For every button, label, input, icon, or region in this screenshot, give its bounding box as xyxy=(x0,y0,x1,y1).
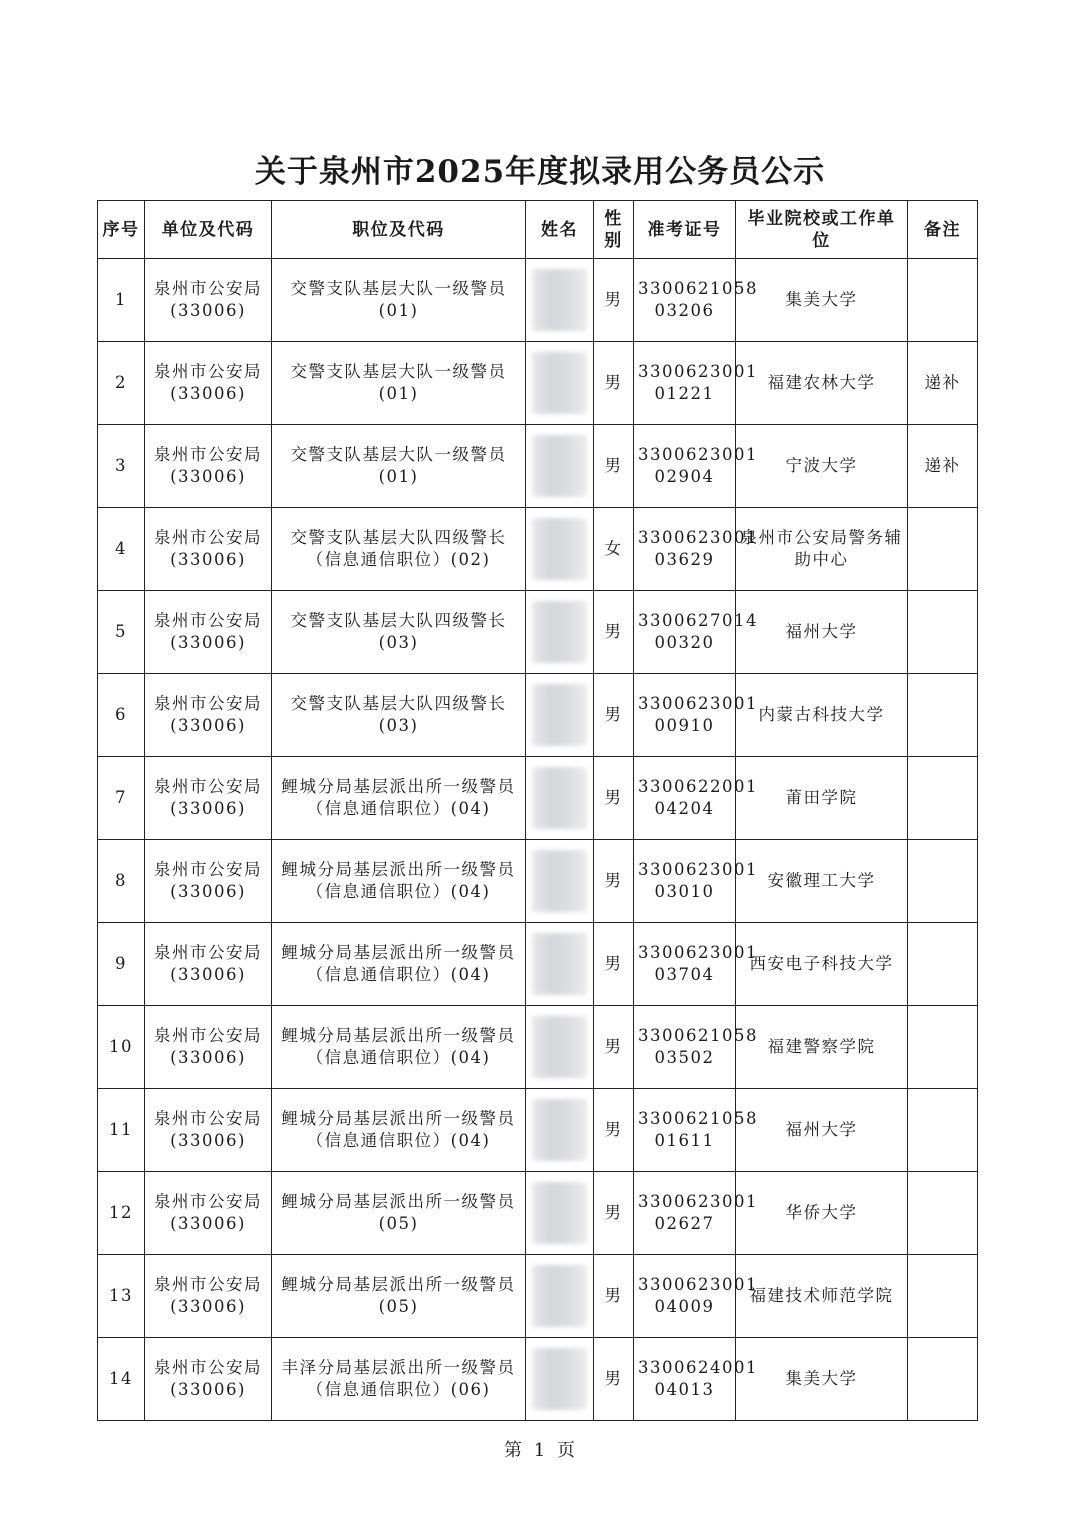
row-name-redacted xyxy=(526,840,594,923)
row-gender: 男 xyxy=(594,425,634,508)
position-name: 鲤城分局基层派出所一级警员 xyxy=(281,777,516,796)
row-seq: 14 xyxy=(98,1338,145,1421)
row-seq: 6 xyxy=(98,674,145,757)
exam-id-line2: 01611 xyxy=(654,1131,715,1150)
exam-id-line1: 3300623001 xyxy=(638,445,758,464)
position-name: 鲤城分局基层派出所一级警员 xyxy=(281,1275,516,1294)
unit-code: (33006) xyxy=(170,965,246,984)
table-header-row xyxy=(98,201,978,259)
row-seq: 9 xyxy=(98,923,145,1006)
exam-id-line1: 3300624001 xyxy=(638,1358,758,1377)
exam-id-line2: 03629 xyxy=(654,550,715,569)
row-position xyxy=(272,923,526,1006)
row-name-redacted xyxy=(526,1338,594,1421)
header-gender: 性别 xyxy=(594,201,634,259)
row-position xyxy=(272,757,526,840)
header-remark: 备注 xyxy=(908,201,978,259)
position-name: 交警支队基层大队一级警员 xyxy=(290,279,507,298)
exam-id-line1: 3300621058 xyxy=(638,1109,758,1128)
row-remark: 递补 xyxy=(908,425,978,508)
position-code: (01) xyxy=(378,384,419,403)
position-name: 鲤城分局基层派出所一级警员 xyxy=(281,1026,516,1045)
position-name: 鲤城分局基层派出所一级警员 xyxy=(281,1109,516,1128)
row-remark xyxy=(908,923,978,1006)
position-name: 鲤城分局基层派出所一级警员 xyxy=(281,1192,516,1211)
unit-name: 泉州市公安局 xyxy=(154,445,262,464)
row-exam-id xyxy=(634,674,758,757)
row-exam-id xyxy=(634,342,758,425)
table-row xyxy=(98,1089,978,1172)
exam-id-line1: 3300627014 xyxy=(638,611,758,630)
row-remark xyxy=(908,757,978,840)
header-school: 毕业院校或工作单位 xyxy=(736,201,908,259)
row-position xyxy=(272,342,526,425)
position-name: 交警支队基层大队四级警长 xyxy=(290,528,507,547)
footer-suffix: 页 xyxy=(556,1440,576,1461)
unit-code: (33006) xyxy=(170,1380,246,1399)
unit-code: (33006) xyxy=(170,1214,246,1233)
position-code: (05) xyxy=(378,1214,419,1233)
row-exam-id xyxy=(634,425,758,508)
row-exam-id xyxy=(634,591,758,674)
row-gender: 男 xyxy=(594,259,634,342)
row-exam-id xyxy=(634,1172,758,1255)
unit-code: (33006) xyxy=(170,467,246,486)
row-seq: 12 xyxy=(98,1172,145,1255)
row-remark xyxy=(908,591,978,674)
unit-name: 泉州市公安局 xyxy=(154,1026,262,1045)
row-remark xyxy=(908,508,978,591)
row-gender: 男 xyxy=(594,1006,634,1089)
redacted-name-blur xyxy=(532,601,587,663)
row-seq: 7 xyxy=(98,757,145,840)
exam-id-line1: 3300623001 xyxy=(638,694,758,713)
table-row xyxy=(98,342,978,425)
position-name: 交警支队基层大队四级警长 xyxy=(290,694,507,713)
table-row xyxy=(98,259,978,342)
table-row xyxy=(98,923,978,1006)
page-title: 关于泉州市2025年度拟录用公务员公示 xyxy=(254,154,826,190)
header-name: 姓名 xyxy=(526,201,594,259)
row-seq: 4 xyxy=(98,508,145,591)
page-footer xyxy=(0,1436,1080,1462)
row-gender: 男 xyxy=(594,1338,634,1421)
row-gender: 男 xyxy=(594,840,634,923)
redacted-name-blur xyxy=(532,767,587,829)
unit-name: 泉州市公安局 xyxy=(154,860,262,879)
row-name-redacted xyxy=(526,923,594,1006)
exam-id-line1: 3300623001 xyxy=(638,860,758,879)
row-seq: 11 xyxy=(98,1089,145,1172)
row-unit xyxy=(145,1089,272,1172)
unit-name: 泉州市公安局 xyxy=(154,1192,262,1211)
redacted-name-blur xyxy=(532,933,587,995)
row-name-redacted xyxy=(526,425,594,508)
row-school: 宁波大学 xyxy=(736,425,908,508)
row-position xyxy=(272,1006,526,1089)
position-code: (01) xyxy=(378,301,419,320)
row-school: 内蒙古科技大学 xyxy=(736,674,908,757)
exam-id-line1: 3300623001 xyxy=(638,528,758,547)
unit-name: 泉州市公安局 xyxy=(154,694,262,713)
position-name: 鲤城分局基层派出所一级警员 xyxy=(281,943,516,962)
position-name: 丰泽分局基层派出所一级警员 xyxy=(281,1358,516,1377)
exam-id-line2: 00910 xyxy=(654,716,715,735)
position-code: （信息通信职位）(04) xyxy=(306,882,491,901)
row-gender: 男 xyxy=(594,591,634,674)
row-gender: 男 xyxy=(594,342,634,425)
row-position xyxy=(272,1089,526,1172)
footer-prefix: 第 xyxy=(504,1440,524,1461)
exam-id-line1: 3300623001 xyxy=(638,362,758,381)
position-code: （信息通信职位）(04) xyxy=(306,1131,491,1150)
row-position xyxy=(272,674,526,757)
row-position xyxy=(272,425,526,508)
position-code: （信息通信职位）(06) xyxy=(306,1380,491,1399)
table-row xyxy=(98,425,978,508)
header-position: 职位及代码 xyxy=(272,201,526,259)
unit-code: (33006) xyxy=(170,550,246,569)
row-gender: 男 xyxy=(594,757,634,840)
row-position xyxy=(272,1338,526,1421)
exam-id-line2: 03704 xyxy=(654,965,715,984)
row-unit xyxy=(145,757,272,840)
row-school: 集美大学 xyxy=(736,259,908,342)
exam-id-line2: 04009 xyxy=(654,1297,715,1316)
position-code: （信息通信职位）(02) xyxy=(306,550,491,569)
unit-code: (33006) xyxy=(170,1297,246,1316)
exam-id-line2: 03206 xyxy=(654,301,715,320)
position-name: 交警支队基层大队一级警员 xyxy=(290,445,507,464)
table-row xyxy=(98,1006,978,1089)
row-school: 莆田学院 xyxy=(736,757,908,840)
unit-code: (33006) xyxy=(170,633,246,652)
row-exam-id xyxy=(634,757,758,840)
row-name-redacted xyxy=(526,1089,594,1172)
table-row xyxy=(98,840,978,923)
unit-code: (33006) xyxy=(170,1131,246,1150)
redacted-name-blur xyxy=(532,1265,587,1327)
exam-id-line2: 04204 xyxy=(654,799,715,818)
unit-name: 泉州市公安局 xyxy=(154,611,262,630)
row-exam-id xyxy=(634,508,758,591)
redacted-name-blur xyxy=(532,850,587,912)
row-school: 集美大学 xyxy=(736,1338,908,1421)
header-exam-id: 准考证号 xyxy=(634,201,736,259)
row-exam-id xyxy=(634,1255,758,1338)
row-unit xyxy=(145,425,272,508)
header-seq: 序号 xyxy=(98,201,145,259)
row-seq: 1 xyxy=(98,259,145,342)
row-name-redacted xyxy=(526,1255,594,1338)
row-name-redacted xyxy=(526,591,594,674)
table-row xyxy=(98,1255,978,1338)
row-name-redacted xyxy=(526,1006,594,1089)
redacted-name-blur xyxy=(532,352,587,414)
row-exam-id xyxy=(634,1089,758,1172)
unit-name: 泉州市公安局 xyxy=(154,1275,262,1294)
unit-name: 泉州市公安局 xyxy=(154,1358,262,1377)
row-remark xyxy=(908,674,978,757)
table-row xyxy=(98,1172,978,1255)
row-school: 安徽理工大学 xyxy=(736,840,908,923)
row-seq: 13 xyxy=(98,1255,145,1338)
row-exam-id xyxy=(634,1338,758,1421)
row-school: 华侨大学 xyxy=(736,1172,908,1255)
row-remark xyxy=(908,1172,978,1255)
table-row xyxy=(98,591,978,674)
unit-name: 泉州市公安局 xyxy=(154,1109,262,1128)
unit-code: (33006) xyxy=(170,384,246,403)
redacted-name-blur xyxy=(532,684,587,746)
position-code: (03) xyxy=(378,633,419,652)
exam-id-line2: 03010 xyxy=(654,882,715,901)
exam-id-line2: 02904 xyxy=(654,467,715,486)
row-name-redacted xyxy=(526,508,594,591)
position-code: (01) xyxy=(378,467,419,486)
position-code: (05) xyxy=(378,1297,419,1316)
redacted-name-blur xyxy=(532,435,587,497)
row-name-redacted xyxy=(526,259,594,342)
row-remark xyxy=(908,1338,978,1421)
row-unit xyxy=(145,1338,272,1421)
redacted-name-blur xyxy=(532,1182,587,1244)
row-unit xyxy=(145,1172,272,1255)
redacted-name-blur xyxy=(532,1099,587,1161)
row-remark xyxy=(908,1255,978,1338)
row-seq: 10 xyxy=(98,1006,145,1089)
candidate-table xyxy=(97,200,978,1421)
row-remark xyxy=(908,1089,978,1172)
unit-code: (33006) xyxy=(170,716,246,735)
row-unit xyxy=(145,508,272,591)
row-position xyxy=(272,840,526,923)
exam-id-line2: 04013 xyxy=(654,1380,715,1399)
redacted-name-blur xyxy=(532,1016,587,1078)
table-body xyxy=(98,259,978,1421)
row-school: 福建技术师范学院 xyxy=(736,1255,908,1338)
row-name-redacted xyxy=(526,674,594,757)
row-unit xyxy=(145,674,272,757)
unit-name: 泉州市公安局 xyxy=(154,362,262,381)
unit-code: (33006) xyxy=(170,882,246,901)
row-seq: 3 xyxy=(98,425,145,508)
exam-id-line1: 3300621058 xyxy=(638,279,758,298)
row-gender: 男 xyxy=(594,1089,634,1172)
exam-id-line1: 3300623001 xyxy=(638,943,758,962)
position-code: （信息通信职位）(04) xyxy=(306,1048,491,1067)
row-school: 福建警察学院 xyxy=(736,1006,908,1089)
position-code: （信息通信职位）(04) xyxy=(306,799,491,818)
row-position xyxy=(272,1255,526,1338)
row-unit xyxy=(145,591,272,674)
unit-name: 泉州市公安局 xyxy=(154,528,262,547)
table-row xyxy=(98,1338,978,1421)
exam-id-line1: 3300621058 xyxy=(638,1026,758,1045)
row-unit xyxy=(145,1006,272,1089)
row-unit xyxy=(145,342,272,425)
table-row xyxy=(98,757,978,840)
page-number: 1 xyxy=(533,1440,547,1461)
row-unit xyxy=(145,1255,272,1338)
position-name: 交警支队基层大队一级警员 xyxy=(290,362,507,381)
row-position xyxy=(272,1172,526,1255)
exam-id-line2: 02627 xyxy=(654,1214,715,1233)
exam-id-line1: 3300623001 xyxy=(638,1275,758,1294)
row-school: 西安电子科技大学 xyxy=(736,923,908,1006)
row-exam-id xyxy=(634,1006,758,1089)
exam-id-line2: 00320 xyxy=(654,633,715,652)
row-seq: 5 xyxy=(98,591,145,674)
row-remark xyxy=(908,259,978,342)
row-unit xyxy=(145,923,272,1006)
exam-id-line1: 3300622001 xyxy=(638,777,758,796)
header-unit: 单位及代码 xyxy=(145,201,272,259)
row-exam-id xyxy=(634,259,758,342)
table-row xyxy=(98,674,978,757)
redacted-name-blur xyxy=(532,1348,587,1410)
row-gender: 女 xyxy=(594,508,634,591)
row-gender: 男 xyxy=(594,1172,634,1255)
row-unit xyxy=(145,840,272,923)
row-school: 福州大学 xyxy=(736,591,908,674)
exam-id-line2: 03502 xyxy=(654,1048,715,1067)
position-name: 交警支队基层大队四级警长 xyxy=(290,611,507,630)
row-name-redacted xyxy=(526,342,594,425)
unit-name: 泉州市公安局 xyxy=(154,279,262,298)
position-code: （信息通信职位）(04) xyxy=(306,965,491,984)
unit-code: (33006) xyxy=(170,301,246,320)
redacted-name-blur xyxy=(532,518,587,580)
row-position xyxy=(272,508,526,591)
row-remark: 递补 xyxy=(908,342,978,425)
row-exam-id xyxy=(634,840,758,923)
row-name-redacted xyxy=(526,1172,594,1255)
row-gender: 男 xyxy=(594,1255,634,1338)
row-position xyxy=(272,591,526,674)
row-exam-id xyxy=(634,923,758,1006)
unit-name: 泉州市公安局 xyxy=(154,777,262,796)
row-school: 福建农林大学 xyxy=(736,342,908,425)
redacted-name-blur xyxy=(532,269,587,331)
row-remark xyxy=(908,1006,978,1089)
position-name: 鲤城分局基层派出所一级警员 xyxy=(281,860,516,879)
row-seq: 8 xyxy=(98,840,145,923)
row-remark xyxy=(908,840,978,923)
row-school: 福州大学 xyxy=(736,1089,908,1172)
unit-code: (33006) xyxy=(170,799,246,818)
row-gender: 男 xyxy=(594,674,634,757)
row-position xyxy=(272,259,526,342)
row-school: 泉州市公安局警务辅助中心 xyxy=(736,508,908,591)
row-gender: 男 xyxy=(594,923,634,1006)
row-name-redacted xyxy=(526,757,594,840)
row-unit xyxy=(145,259,272,342)
exam-id-line1: 3300623001 xyxy=(638,1192,758,1211)
unit-name: 泉州市公安局 xyxy=(154,943,262,962)
position-code: (03) xyxy=(378,716,419,735)
table-row xyxy=(98,508,978,591)
exam-id-line2: 01221 xyxy=(654,384,715,403)
unit-code: (33006) xyxy=(170,1048,246,1067)
row-seq: 2 xyxy=(98,342,145,425)
